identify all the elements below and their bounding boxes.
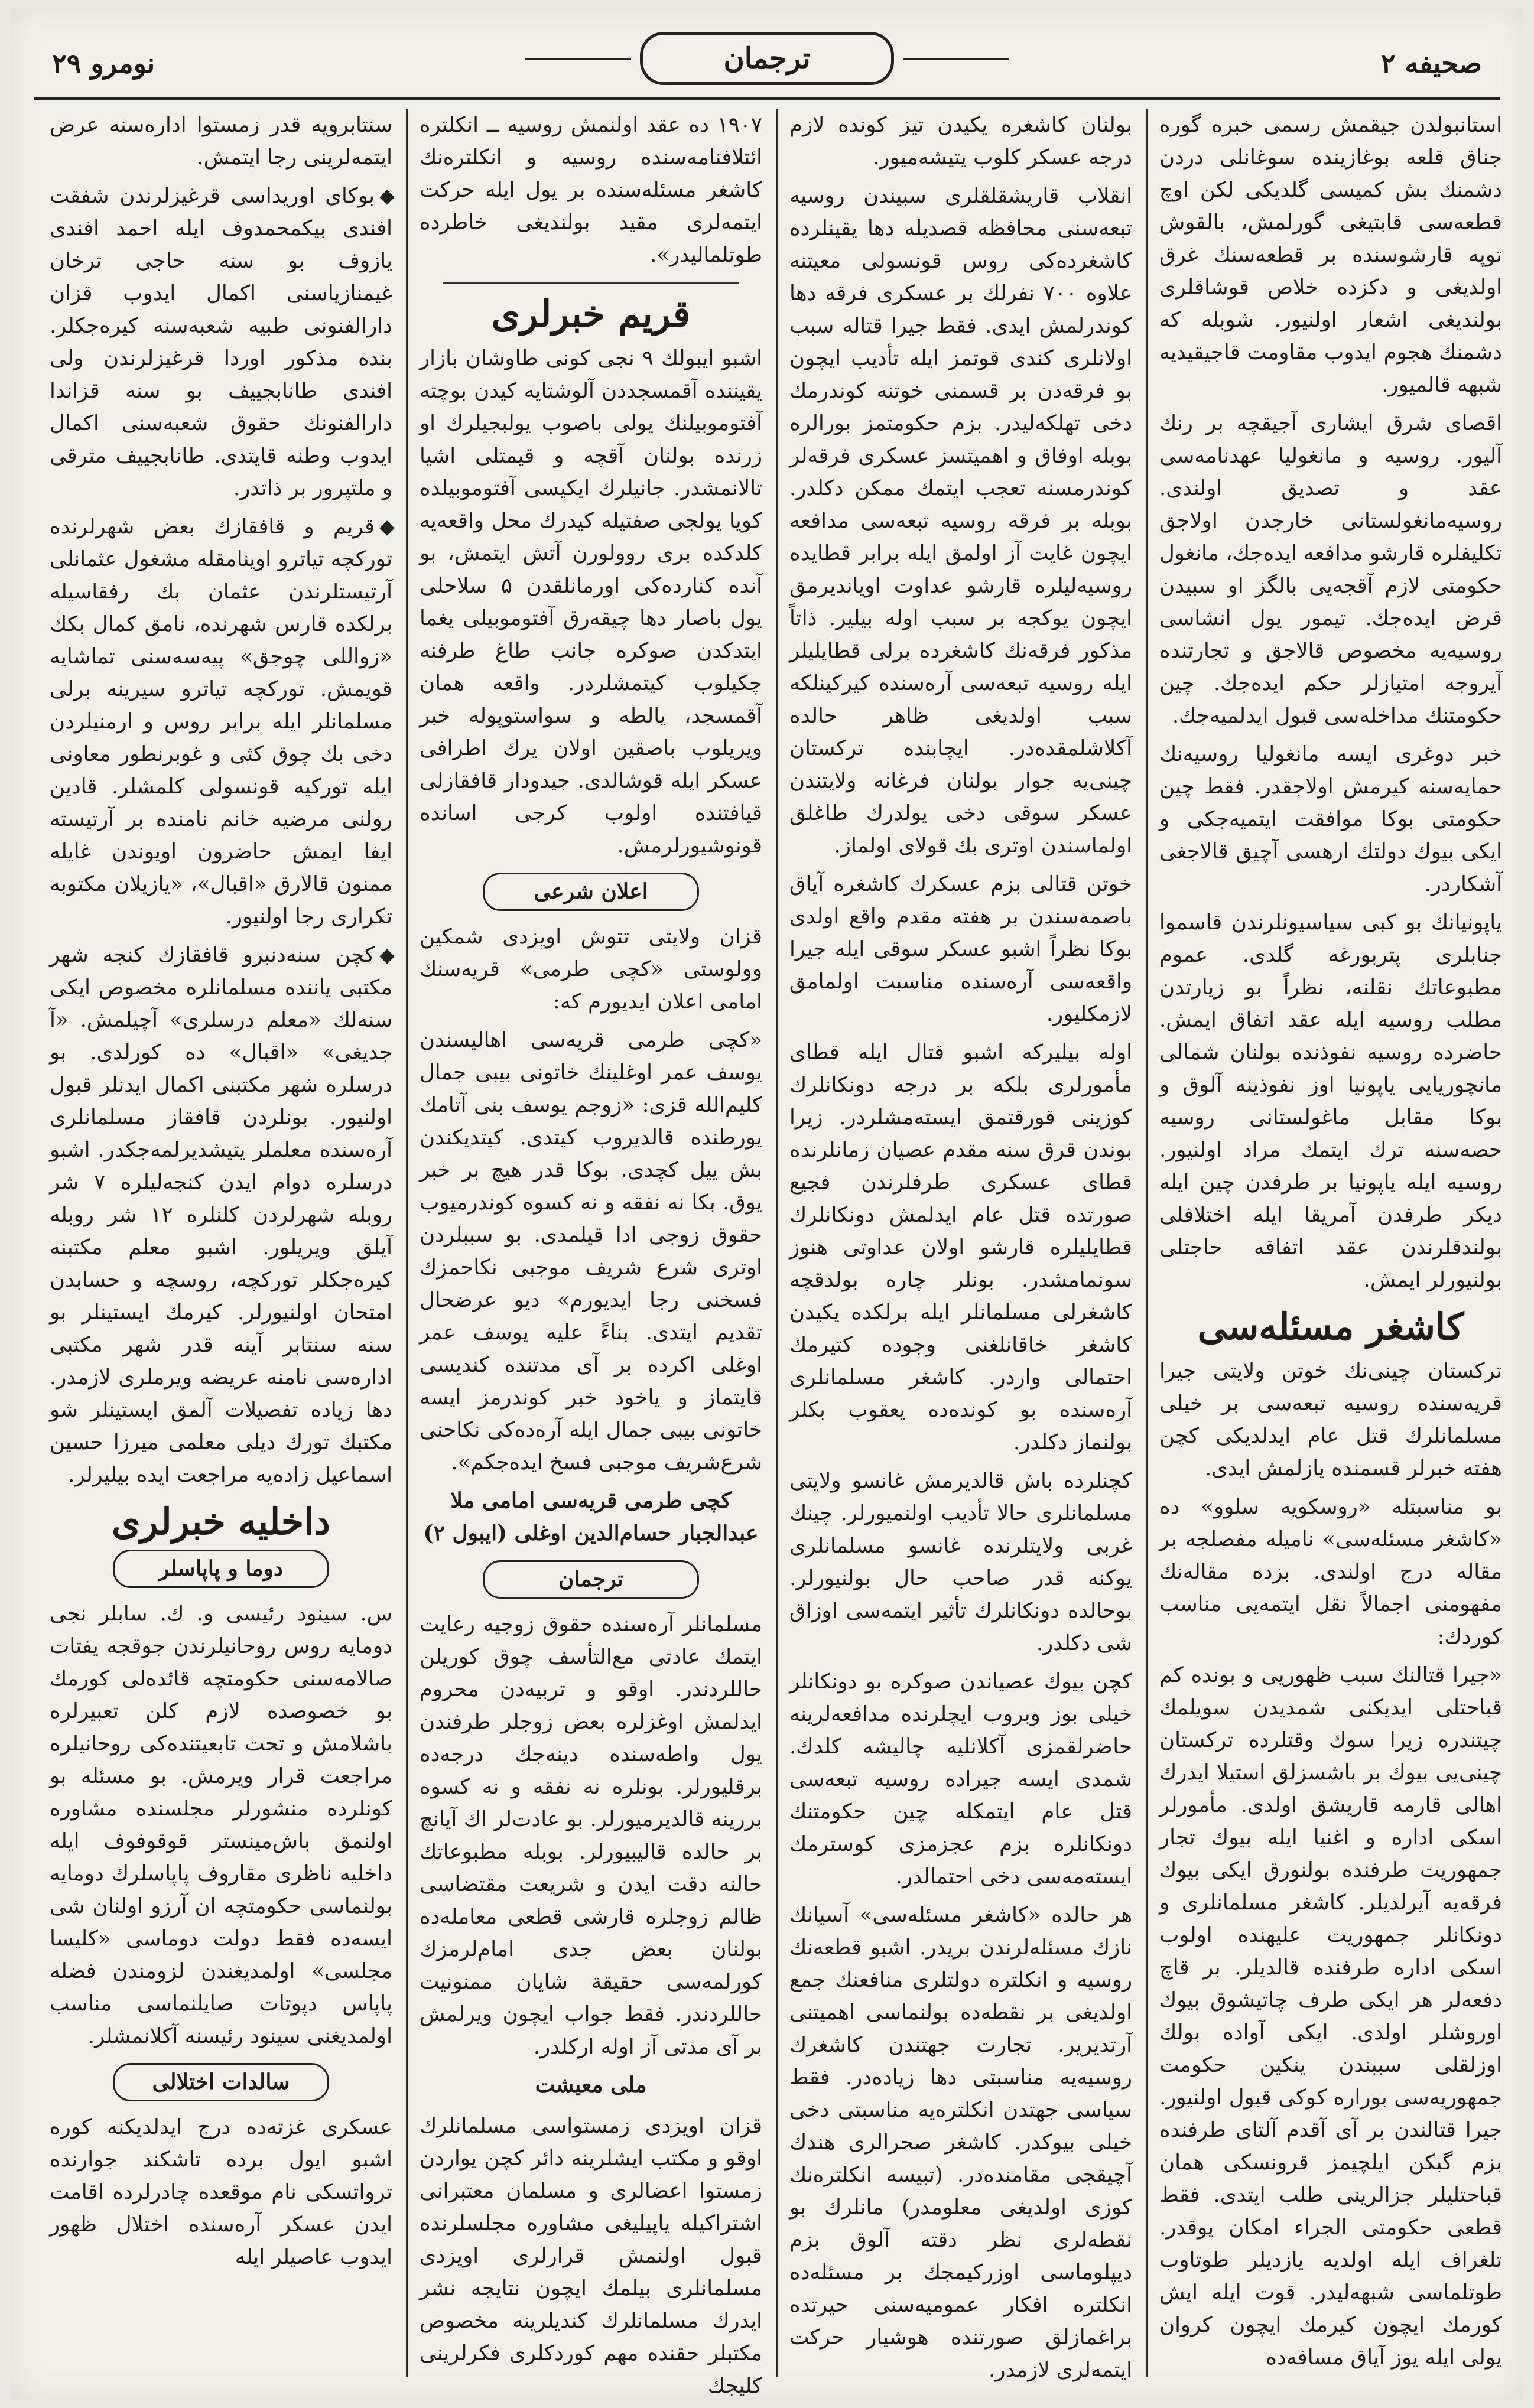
article-paragraph xyxy=(50,180,392,505)
bullet-diamond-icon xyxy=(379,190,394,204)
column-divider xyxy=(1146,109,1148,2377)
article-paragraph: مسلمانلر آره‌سنده حقوق زوجیه رعایت ایتمك عادتی مع‌التأسف چوق کوریلن حاللردندر. اوقو و تربیه‌دن محروم ایدلمش اوغزلره بعض زوجلر طرفندن یول واطه‌سنده دینه‌جك درجه‌ده برقلیورلر. بونلره نه نفقه و نه کسوه بررینه قالدیرمیورلر. بو عادت‌لر اك آیانچ بر حالده قالیبیورلر. بوبله مطبوعاتك حالنه دقت ایدن و شریعت مقتضاسی ظالم زوجلره قارشی قطعی معامله‌ده بولنان بعض جدی امام‌لرمزك کورلمه‌سی حقیقة شایان ممنونیت حاللردندر. فقط جواب ایچون ویرلمش بر آی مدتی آز اوله ارکلدر. xyxy=(420,1612,762,2059)
article-paragraph: انقلاب قاریشقلقلری سبیندن روسیه تبعه‌سنی محافظه قصدیله دها یقینلرده کاشغرده‌کی روس قونسولی معیتنه علاوه ۷۰۰ نفرلك بر عسکری فرقه دها کوندرلمش ایدی. فقط جیرا قتاله سبب اولانلری کندی قوتمز ایله تأدیب ایچون بو فرقه‌دن بر قسمنی خوتنه کوندرمك دخی تهلکه‌لیدر. بزم حکومتمز بورالره بوبله اوفاق و اهمیتسز عسکری فرقه‌لر کوندرمسنه تعجب ایتمك ممکن دکلدر. بوبله بر فرقه روسیه تبعه‌سی مدافعه ایچون غایت آز اولمق ایله برابر قطایده روسیه‌لیلره قارشو عداوت اویاندیرمق ایچون یوکجه بر سبب اوله بیلیر. ذاتاً مذکور فرقه‌نك کاشغرده برلی قطایلیلر ایله روسیه تبعه‌سی آره‌سنده کیرکینلکه سبب اولدیغی ظاهر حالده آکلاشلمقده‌در. ایچابنده ترکستان چینی‌یه جوار بولنان فرغانه ولایتندن عسکر سوقی دخی یولدرك طاغلق اولماسندن اوتری بك قولای اولماز. xyxy=(789,184,1132,858)
headline-kashgar: کاشغر مسئله‌سی xyxy=(1197,1305,1464,1348)
article-paragraph: یاپونیانك بو کبی سیاسیونلرندن قاسموا جنابلری پتربورغه گلدی. عموم مطبوعاتك نقلنه، نظراً بو زیارتدن مطلب روسیه ایله عقد اتفاق ایمش. حاضرده روسیه نفوذنده بولنان شمالی مانچوریایی یاپونیا اوز نفوذینه آلوق و بوکا مقابل ماغولستانی روسیه حصه‌سنه ترك ایتمك مراد اولنیور. روسیه ایله یاپونیا بر طرفدن چین ایله دیکر طرفدن آمریقا ایله اختلافلی بولندقلرندن عقد اتفاقه حاجتلی بولنیورلر ایمش. xyxy=(1159,910,1502,1292)
column-2 xyxy=(789,109,1132,2382)
article-paragraph: هر حالده «کاشغر مسئله‌سی» آسیانك نازك مسئله‌لرندن بریدر. اشبو قطعه‌نك روسیه و انکلتره دولتلری منافعنك جمع اولدیغی بر نقطه‌ده بولنماسی اهمیتنی آرتدیریر. تجارت جهتندن کاشغرك روسیه‌یه مناسبتی دها زیاده‌در. فقط سیاسی جهتدن انکلتره‌یه مناسبتی دخی خیلی بیوکدر. کاشغر صحرالری هندك آچیقجی مقامنده‌در. (تبیسه انکلتره‌نك کوزی اولدیغی معلومدر) مانلرك بو نقطه‌لری نظر دقته آلوق بزم دیپلوماسی اوزرکیمجك بر مسئله‌ده انکلتره افکار عمومیه‌سنی حیرتده براغمازلق صورتنده هوشیار حرکت ایتمه‌لری لازمدر. xyxy=(789,1903,1132,2382)
headline-domestic-news: داخلیه خبرلری xyxy=(111,1500,331,1543)
notice-title: قزان ولایتی تتوش اویزدی شمکین وولوستی «کچی طرمی» قریه‌سنك امامی اعلان ایدیورم که: xyxy=(420,925,762,1014)
article-paragraph: ۱۹۰۷ ده عقد اولنمش روسیه ــ انکلتره ائتلافنامه‌سنده روسیه و انکلتره‌نك کاشغر مسئله‌سنده بر یول ایله حرکت ایتمه‌لری مقید بولندیغی خاطرده طوتلمالیدر». xyxy=(420,113,762,267)
masthead-title: ترجمان xyxy=(640,32,894,85)
article-paragraph: بولنان کاشغره یکیدن تیز کونده لازم درجه عسکر کلوب یتیشه‌میور. xyxy=(789,113,1132,170)
notice-body: «کچی طرمی قریه‌سی اهالیسندن یوسف عمر اوغلینك خاتونی بیبی جمال کلیم‌الله قزی: «زوجم یوسف بنی آتامك یورطنده قالدیروب کیتدی. کیتدیکندن بش ییل کچدی. بوکا قدر هیچ بر خبر یوق. بکا نه نفقه و نه کسوه کوندرمیوب حقوق زوجی ادا قیلمدی. بو سببلردن اوتری شرع شریف موجبی نکاحمزك فسخنی رجا ایدیورم» دیو عرضحال تقدیم ایتدی. بناءً علیه یوسف عمر اوغلی اکرده بر آی مدتنده کندیسی قایتماز و یاخود خبر کوندرمز ایسه خاتونی بیبی جمال ایله آره‌ده‌کی نکاحنی شرع‌شریف موجبی فسخ ایده‌جکم». xyxy=(420,1028,762,1475)
article-paragraph: کچنلرده باش قالدیرمش غانسو ولایتی مسلمانلری حالا تأدیب اولنمیورلر. چینك غربی ولایتلرنده غانسو مسلمانلری یوکنه قدر صاحب حال بولنیورلر. بوحالده دونکانلرك تأثیر ایتمه‌سی اوزاق شی دکلدر. xyxy=(789,1469,1132,1655)
article-paragraph: خوتن قتالی بزم عسکرك کاشغره آیاق باصمه‌سندن بر هفته مقدم واقع اولدی بوکا نظراً اشبو عسکر سوقی ایله جیرا واقعه‌سی آره‌سنده مناسبت اولمامق لازمکلیور. xyxy=(789,872,1132,1026)
article-paragraph: «جیرا قتالنك سبب ظهوریی و بونده کم قباحتلی ایدیکنی شمدیدن سویلمك چیتندره زیرا سوك وقتلرده ترکستان چینی‌یی بیوك بر باشسزلق استیلا ایدرك اهالی قارمه قاریشق اولدی. مأمورلر اسکی اداره و اغنیا ایله بیوك تجار جمهوریت طرفنده بولنورق ایکی بیوك فرقه‌یه آیرلدیلر. کاشغر مسلمانلری و دونکانلر جمهوریت علیهنده اولوب اسکی اداره طرفنده قالدیلر. بر قاچ دفعه‌لر هر ایکی طرف چاتیشوق بیوك اوروشلر اولدی. ایکی آواده بولك اوزلقلی سببندن ینکین حکومت جمهوریه‌سی بوراره کوکی قبول اولنیور. جیرا قتالندن بر آی آقدم آلتای طرفنده بزم گبکن ایلچیمز قرونسکی همان قباحتلیلر جزالرینی طلب ایتدی. فقط قطعی حکومتی الجراء امکان یوقدر. تلغراف ایله اولدیه یازدیلر طوتاوب طوتلماسی شبهه‌لیدر. قوت ایله ایش کورمك ایچون کیرمك ایچون کروان یولی ایله یوز آیاق مسافه‌ده xyxy=(1159,1663,1502,2370)
column-4 xyxy=(50,109,392,2377)
article-paragraph: استانبولدن جیقمش رسمی خبره گوره جناق قلعه بوغازینده سوغانلی دردن دشمنك بش کمیسی گلدیکی لکن اوچ قطعه‌سی قابتیغی گورلمش، بالقوش توپه قارشوسنده بر قطعه‌سنك غرق اولدیغی و دکزده خلاص قوشاقلری بولندیغی اشعار اولنیور. شوبله که دشمنك هجوم ایدوب مقاومت قاجیقیدیه شبهه قالمیور. xyxy=(1159,113,1502,397)
bullet-diamond-icon xyxy=(379,949,394,964)
notice-signature: کچی طرمی قریه‌سی امامی ملا عبدالجبار حسام‌الدین اوغلی (ایبول ۲) xyxy=(423,1488,759,1545)
article-paragraph xyxy=(50,939,392,1491)
article-paragraph: خبر دوغری ایسه مانغولیا روسیه‌نك حمایه‌سنه کیرمش اولاجقدر. فقط چین حکومتی بوکا موافقت ایتمیه‌جکی و ایکی بیوك دولتك ارهسی آچیق قالاجغی آشکاردر. xyxy=(1159,742,1502,896)
subhead-duma: دوما و پاپاسلر xyxy=(113,1550,329,1588)
paragraph-text: کچن سنه‌دنبرو قافقازك کنجه شهر مکتبی یاننده مسلمانلره مخصوص ایکی سنه‌لك «معلم درسلری» آچیلمش. «آ جدیغی» «اقبال» ده کورلدی. بو درسلره شهر مکتبنی اکمال ایدنلر قبول اولنیور. بونلردن قافقاز مسلمانلری آره‌سنده معلملر یتیشدیرلمه‌جکدر. اشبو درسلره دوام ایدن کنجه‌لیلره ۷ شر روبله شهرلردن کلنلره ۱۲ شر روبله آیلق ویریلور. اشبو معلم مکتبنه کیره‌جکلر تورکچه، روسچه و حسابدن امتحان اولنیورلر. کیرمك ایستینلر بو سنه سنتابر آینه قدر شهر مکتبی اداره‌سی نامنه عریضه ویرملری لازمدر. دها زیاده تفصیلات آلمق ایستینلر شو مکتبك تورك دیلی معلمی میرزا حسین اسماعیل زاده‌یه مراجعت ایده بیلیرلر. xyxy=(50,943,393,1487)
subhead-translator: ترجمان xyxy=(483,1560,699,1599)
paragraph-text: بوکای اوریداسی قرغیزلرندن شفقت افندی بیکمحمدوف ایله احمد افندی یازوف بو سنه حاجی ترخان غیمنازیاسنی اکمال ایدوب قزان دارالفنونی طبیه شعبه‌سنه کیره‌جکلر. بنده مذکور اوردا قرغیزلرندن ولی افندی طانابجییف بو سنه قزاندا دارالفنونك حقوق شعبه‌سنی اکمال ایدوب وطنه قایتدی. طانابجییف مترقی و ملتپرور بر ذاتدر. xyxy=(50,184,392,500)
subhead-legal-notice: اعلان شرعی xyxy=(483,873,699,911)
paragraph-text: قریم و قافقازك بعض شهرلرنده تورکچه تیاترو اوینامقله مشغول عثمانلی آرتیستلرندن عثمان بك رفقاسیله برلکده قارس شهرنده، نامق کمال بکك «زواللی چوجق» پیه‌سه‌سنی تماشایه قویمش. تورکچه تیاترو سیرینه برلی مسلمانلر ایله برابر روس و ارمنیلردن دخی بك چوق کثی و غوبرنطور معاونی ایله تورکیه قونسولی کلمشلر. قادین رولنی مرضیه خانم نامنده بر آرتیسته ایفا ایمش حاضرون اویوندن غایله ممنون قالارق «اقبال»، «یازیلان مکتوبه تکراری رجا اولنیور. xyxy=(50,515,392,929)
section-divider xyxy=(443,282,739,284)
page-number-label: صحیفه ۲ xyxy=(1380,47,1482,79)
bullet-diamond-icon xyxy=(379,520,394,535)
article-paragraph: اوله بیلیرکه اشبو قتال ایله قطای مأمورلری بلکه بر درجه دونکانلرك کوزینی قورقتمق ایسته‌مشلردر. زیرا بوندن قرق سنه مقدم عصیان زمانلرنده قطای عسکری طرفلرندن فجیع صورتده قتل عام ایدلمش دونکانلرك قطایلیلره قارشو اولان عداوتی هنوز سونمامشدر. بونلر چاره بولدقچه کاشغرلی مسلمانلر ایله برلکده یکیدن کاشغر خاقانلغنی وجوده کتیرمك احتمالی واردر. کاشغر مسلمانلری آره‌سنده بو کونده‌ده یعقوب بکلر بولنماز دکلدر. xyxy=(789,1040,1132,1454)
column-divider xyxy=(406,109,408,2377)
subhead-national-life: ملی معیشت xyxy=(535,2072,647,2097)
column-1 xyxy=(1159,109,1502,2377)
article-paragraph: س. سینود رئیسی و. ك. سابلر نجی دومایه روس روحانیلرندن جوقجه یفتات صالامه‌سنی حکومتچه قائده‌لی کورمك بو خصوصده لازم کلن تعبیرلره باشلامش و تحت تابعیتنده‌کی روحانیلره مراجعت قرار ویرمش. بو مسئله بو کونلرده منشورلر مجلسنده مشاوره اولنمق باش‌مینستر قوقوفوف ایله داخلیه ناظری مقاروف پاپاسلرك دومایه بولنماسی حکومتچه ان آرزو اولنان شی ایسه‌ده فقط دولت دوماسی «کلیسا مجلسی» اولمدیغندن لزومندن فضله پاپاس دپوتات صایلنماسی مناسب اولمدیغنی سینود رئیسنه آکلانمشلر. xyxy=(50,1602,392,2048)
article-paragraph: بو مناسبتله «روسکویه سلوو» ده «کاشغر مسئله‌سی» نامیله مفصلجه بر مقاله درج اولندی. بزده مقاله‌نك مفهومنی اجمالاً نقل ایتمه‌یی مناسب کوردك: xyxy=(1159,1495,1502,1649)
article-paragraph: قزان اویزدی زمستواسی مسلمانلرك اوقو و مکتب ایشلرینه دائر کچن یواردن زمستوا اعضالری و مسلمان معتبرانی اشتراکیله یاپیلیغی مشاوره مجلسلرنده قبول اولنمش قرارلری اویزدی مسلمانلری بیلمك ایچون نتایجه نشر ایدرك مسلمانلرك کندیلرینه مخصوص مکتبلر حقنده مهم کوردکلری فکرلرینی کلیجك xyxy=(420,2114,762,2398)
article-paragraph xyxy=(50,510,392,933)
article-paragraph: اشبو ایبولك ۹ نجی کونی طاوشان بازار یقیننده آقمسجددن آلوشتایه کیدن بوچته آفتوموبیلنك یولی باصوب یولبجیلرك او زرنده بولنان آقچه و قیمتلی اشیا تالانمشدر. جانیلرك ایکیسی آفتوموبیلده کویا یولجی صفتیله کیدرك محل واقعه‌یه کلدکده بری روولورن آتش ایتمش، بو آنده کنارده‌کی اورمانلقدن ۵ سلاحلی یول باصار دها چیقه‌رق آفتوموبیلی یغما ایتدکدن صوکره جانب طاغ طرفنه چکیلوب کیتمشلردر. واقعه همان آقمسجد، یالطه و سواستوپوله خبر ویریلوب باصقین اولان یرك اطرافی عسکر ایله قوشالدی. جیدودار قافقازلی قیافتنده اولوب کرجی اسانده قونوشیورلرمش. xyxy=(420,346,763,858)
article-paragraph: سنتابرویه قدر زمستوا اداره‌سنه عرض ایتمه‌لرینی رجا ایتمش. xyxy=(50,113,392,170)
header-rule xyxy=(34,97,1500,100)
page-header xyxy=(28,32,1506,85)
article-paragraph: کچن بیوك عصیاندن صوکره بو دونکانلر خیلی بوز وبروب ایچلرنده مدافعه‌لرینه حاضرلقمزی آکلانلیه چالیشه کلدك. شمدی ایسه جیرا‌ده روسیه تبعه‌سی قتل عام ایتمکله چین حکومتنك دونکانلره بزم عجزمزی کوسترمك ایسته‌مه‌سی دخی احتمالدر. xyxy=(789,1670,1132,1889)
article-paragraph: عسکری غزته‌ده درج ایدلدیکنه کوره اشبو ایول برده تاشکند جوارنده ترواتسکی نام موقعده چادرلرده اقامت ایدن عسکر آره‌سنده اختلال ظهور ایدوب عاصیلر ایله xyxy=(50,2115,392,2269)
headline-crimea-news: قریم خبرلری xyxy=(491,292,691,336)
column-divider xyxy=(776,109,778,2377)
subhead-soldier-revolt: سالدات اختلالی xyxy=(113,2063,329,2101)
newspaper-page xyxy=(11,8,1523,2400)
article-paragraph: ترکستان چینی‌نك خوتن ولایتی جیرا قریه‌سنده روسیه تبعه‌سی بر خیلی مسلمانلرك قتل عام ایدلدیکی کچن هفته خبرلر قسمنده یازلمش ایدی. xyxy=(1159,1359,1502,1480)
issue-number-label: نومرو ۲۹ xyxy=(52,47,155,79)
column-3 xyxy=(420,109,763,2398)
article-paragraph: اقصای شرق ایشاری آجیقچه بر رنك آلیور. روسیه و مانغولیا عهدنامه‌سی عقد و تصدیق اولندی. روسیه‌مانغولستانی خارجدن اولاجق تکلیفلره قارشو مدافعه ایده‌جك، مانغول حکومتی لازم آقجه‌یی بالگز او سبیدن قرض ایده‌جك. تیمور یول انشاسی روسیه‌یه مخصوص قالاجق و تجارتنده آیروجه امتیازلر حکم ایده‌جك. چین حکومتنك مداخله‌سی قبول ایدلمیه‌جك. xyxy=(1159,411,1502,728)
